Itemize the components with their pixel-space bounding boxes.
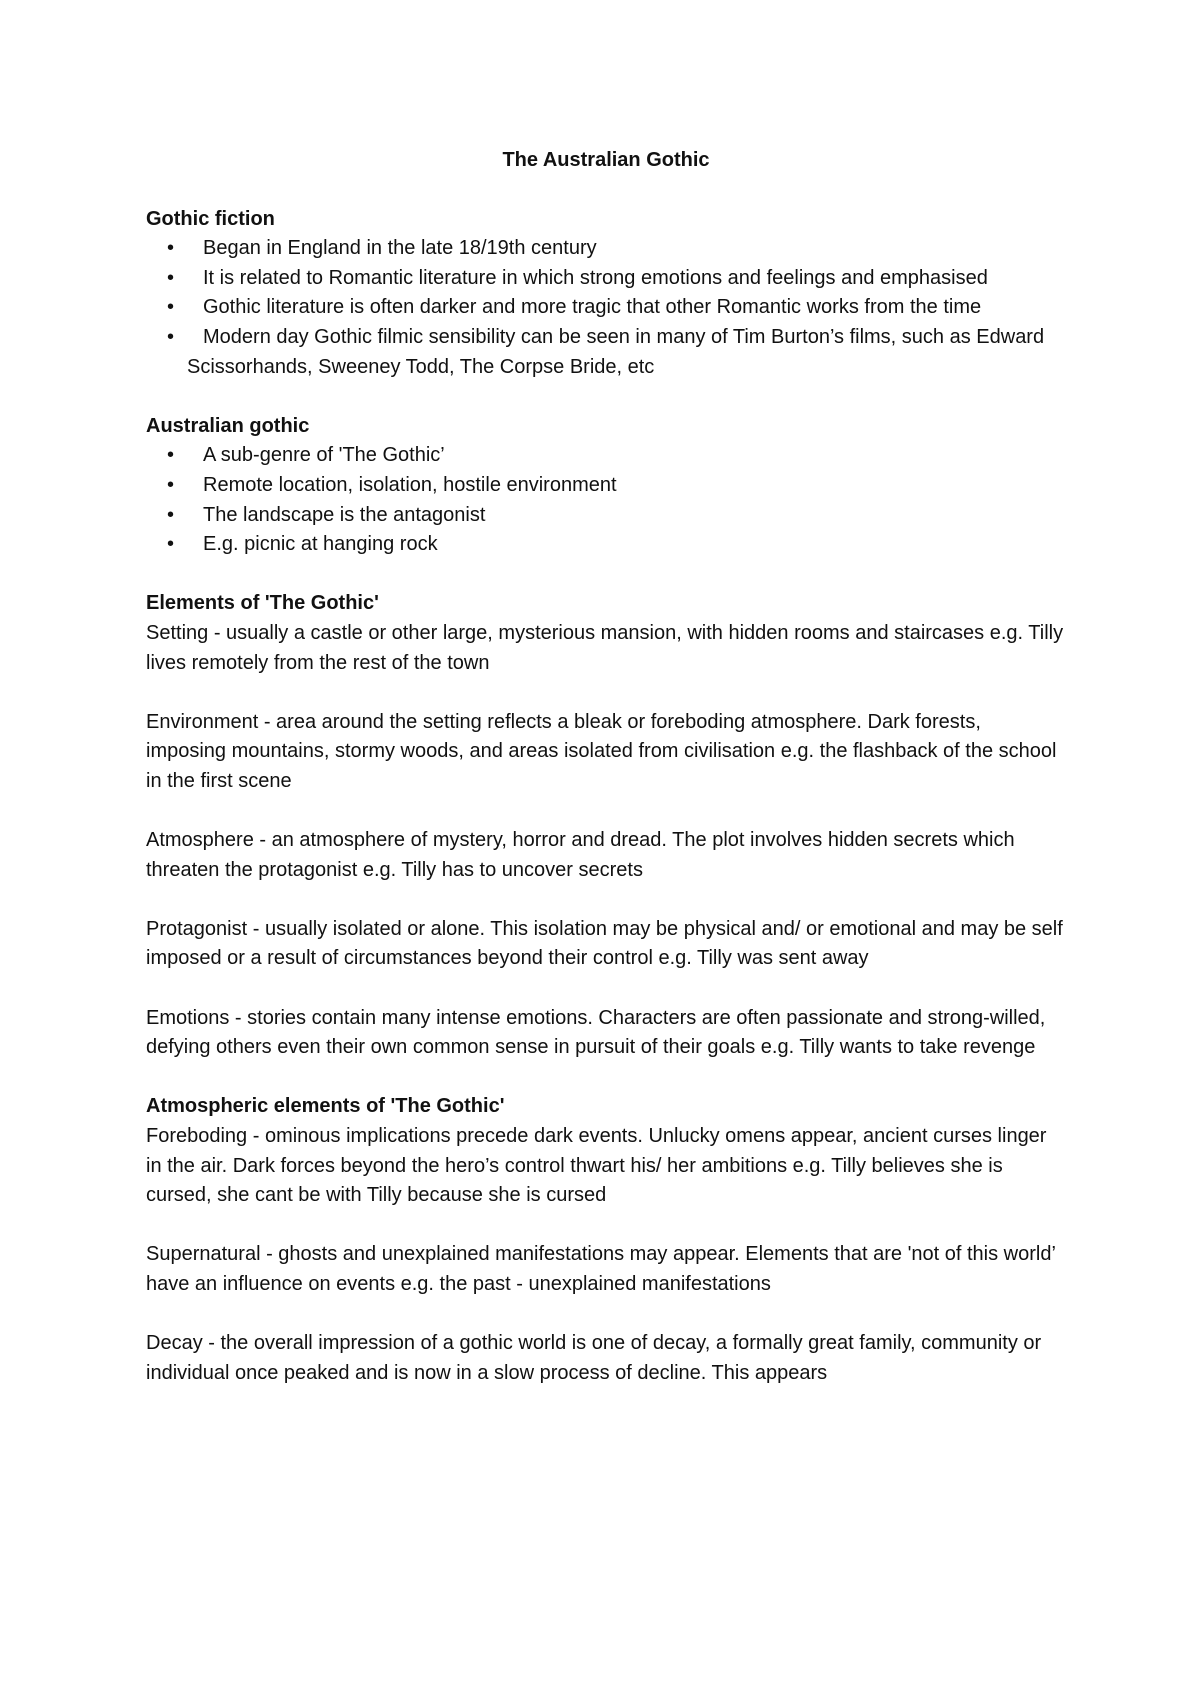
bullet-icon: • bbox=[167, 533, 175, 556]
paragraph-foreboding: Foreboding - ominous implications precede dark events. Unlucky omens appear, ancient curses linger in the air. Dark forces beyond the hero’s control thwart his/ her ambitions e.g. Tilly believes she is cursed, she cant be with Tilly because she is cursed bbox=[146, 1125, 1047, 1207]
paragraph-supernatural: Supernatural - ghosts and unexplained manifestations may appear. Elements that are 'not of this world’ have an influence on events e.g. the past - unexplained manifestations bbox=[146, 1243, 1056, 1295]
list-item bbox=[146, 234, 1066, 264]
paragraph-emotions: Emotions - stories contain many intense emotions. Characters are often passionate and strong-willed, defying others even their own common sense in pursuit of their goals e.g. Tilly wants to take revenge bbox=[146, 1006, 1046, 1059]
list-item bbox=[146, 501, 1066, 531]
list-item-text: Gothic literature is often darker and more tragic that other Romantic works from the time bbox=[203, 296, 982, 319]
list-item-text: The landscape is the antagonist bbox=[203, 503, 486, 526]
paragraph-decay: Decay - the overall impression of a gothic world is one of decay, a formally great family, community or individual once peaked and is now in a slow process of decline. This appears bbox=[146, 1332, 1042, 1384]
list-item bbox=[146, 441, 1066, 471]
paragraph-setting: Setting - usually a castle or other large, mysterious mansion, with hidden rooms and staircases e.g. Tilly lives remotely from the rest of the town bbox=[146, 621, 1064, 674]
bullet-icon: • bbox=[167, 237, 175, 260]
section-gothic-fiction bbox=[146, 205, 1066, 383]
bullet-list-gothic-fiction bbox=[146, 234, 1066, 382]
list-item bbox=[146, 293, 1066, 323]
section-atmospheric-elements bbox=[146, 1092, 1066, 1388]
list-item-text: Remote location, isolation, hostile environment bbox=[203, 473, 617, 496]
bullet-icon: • bbox=[167, 473, 175, 496]
bullet-list-australian-gothic bbox=[146, 441, 1066, 559]
paragraph-atmosphere: Atmosphere - an atmosphere of mystery, horror and dread. The plot involves hidden secrets which threaten the protagonist e.g. Tilly has to uncover secrets bbox=[146, 829, 1015, 881]
list-item-text: Modern day Gothic filmic sensibility can be seen in many of Tim Burton’s films, such as Edward Scissorhands, Sweeney Todd, The Corpse Bride, etc bbox=[187, 325, 1045, 378]
list-item-text: Began in England in the late 18/19th century bbox=[203, 237, 597, 260]
list-item-text: It is related to Romantic literature in which strong emotions and feelings and emphasised bbox=[203, 266, 988, 289]
list-item-text: E.g. picnic at hanging rock bbox=[203, 533, 438, 556]
document-page bbox=[146, 146, 1066, 1418]
list-item bbox=[146, 264, 1066, 294]
bullet-icon: • bbox=[167, 503, 175, 526]
bullet-icon: • bbox=[167, 266, 175, 289]
list-item bbox=[146, 323, 1066, 382]
section-elements bbox=[146, 589, 1066, 1063]
paragraph-protagonist: Protagonist - usually isolated or alone. This isolation may be physical and/ or emotional and may be self imposed or a result of circumstances beyond their control e.g. Tilly was sent away bbox=[146, 917, 1063, 970]
bullet-icon: • bbox=[167, 296, 175, 319]
list-item bbox=[146, 471, 1066, 501]
section-heading-elements: Elements of 'The Gothic' bbox=[146, 592, 379, 615]
document-title: The Australian Gothic bbox=[502, 149, 710, 171]
section-heading-atmospheric-elements: Atmospheric elements of 'The Gothic' bbox=[146, 1095, 505, 1118]
section-australian-gothic bbox=[146, 412, 1066, 560]
section-heading-gothic-fiction: Gothic fiction bbox=[146, 207, 275, 230]
bullet-icon: • bbox=[167, 325, 175, 348]
bullet-icon: • bbox=[167, 444, 175, 467]
list-item bbox=[146, 530, 1066, 560]
paragraph-environment: Environment - area around the setting reflects a bleak or foreboding atmosphere. Dark forests, imposing mountains, stormy woods, and areas isolated from civilisation e.g. the flashback of the school in the first scene bbox=[146, 710, 1057, 792]
section-heading-australian-gothic: Australian gothic bbox=[146, 414, 310, 437]
list-item-text: A sub-genre of 'The Gothic’ bbox=[203, 444, 445, 467]
